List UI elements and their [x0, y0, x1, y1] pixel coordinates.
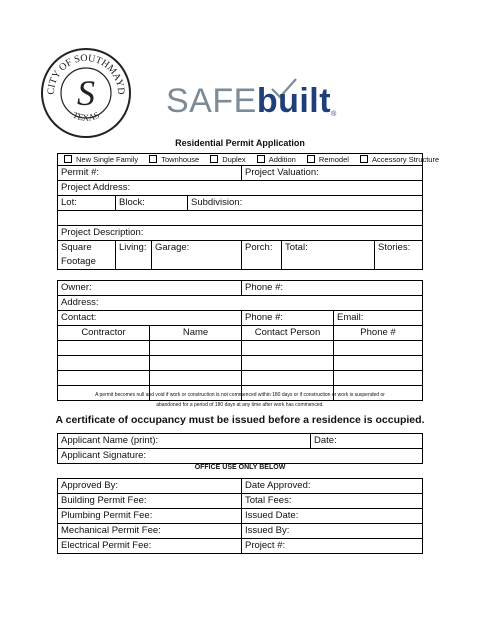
contractor-cell[interactable]	[58, 371, 150, 386]
checkbox-remodel[interactable]: Remodel	[307, 155, 352, 164]
applicant-name-field[interactable]: Applicant Name (print):	[58, 434, 311, 449]
total-fees-field[interactable]: Total Fees:	[242, 494, 423, 509]
disclaimer-line-2: abandoned for a period of 180 days at any time after work has commenced.	[156, 402, 324, 408]
owner-address-field[interactable]: Address:	[58, 296, 423, 311]
city-seal-logo	[40, 47, 132, 139]
building-permit-fee-field[interactable]: Building Permit Fee:	[58, 494, 242, 509]
porch-field[interactable]: Porch:	[242, 241, 282, 270]
phone-cell[interactable]	[334, 371, 423, 386]
name-cell[interactable]	[150, 371, 242, 386]
checkbox-duplex[interactable]: Duplex	[210, 155, 248, 164]
project-description-field[interactable]: Project Description:	[58, 226, 423, 241]
checkbox-new-single-family[interactable]: New Single Family	[64, 155, 141, 164]
contractor-cell[interactable]	[58, 341, 150, 356]
contractor-row	[58, 341, 423, 356]
disclaimer-line-1: A permit becomes null and void if work or construction is not commenced within 180 days or if construction or work is suspended or	[95, 392, 385, 398]
email-field[interactable]: Email:	[334, 311, 423, 326]
plumbing-permit-fee-field[interactable]: Plumbing Permit Fee:	[58, 509, 242, 524]
project-type-row	[58, 154, 440, 166]
name-cell[interactable]	[150, 341, 242, 356]
phone-header: Phone #	[334, 326, 423, 341]
stories-field[interactable]: Stories:	[375, 241, 423, 270]
approved-by-field[interactable]: Approved By:	[58, 479, 242, 494]
contractor-row	[58, 356, 423, 371]
total-field[interactable]: Total:	[282, 241, 375, 270]
safebuilt-logo	[166, 84, 337, 118]
mechanical-permit-fee-field[interactable]: Mechanical Permit Fee:	[58, 524, 242, 539]
office-use-table	[57, 478, 423, 554]
contact-field[interactable]: Contact:	[58, 311, 242, 326]
permit-number-field[interactable]: Permit #:	[58, 166, 242, 181]
date-approved-field[interactable]: Date Approved:	[242, 479, 423, 494]
contact-person-cell[interactable]	[242, 356, 334, 371]
contact-person-header: Contact Person	[242, 326, 334, 341]
office-use-heading: OFFICE USE ONLY BELOW	[194, 464, 286, 471]
project-number-field[interactable]: Project #:	[242, 539, 423, 554]
applicant-date-field[interactable]: Date:	[311, 434, 423, 449]
contractor-cell[interactable]	[58, 356, 150, 371]
square-footage-label: Square Footage	[58, 241, 116, 270]
issued-by-field[interactable]: Issued By:	[242, 524, 423, 539]
lot-field[interactable]: Lot:	[58, 196, 116, 211]
contractor-header: Contractor	[58, 326, 150, 341]
checkbox-accessory-structure[interactable]: Accessory Structure	[360, 155, 442, 164]
checkbox-addition[interactable]: Addition	[257, 155, 299, 164]
name-cell[interactable]	[150, 356, 242, 371]
subdivision-field[interactable]: Subdivision:	[188, 196, 423, 211]
phone-cell[interactable]	[334, 341, 423, 356]
occupancy-notice: A certificate of occupancy must be issued before a residence is occupied.	[55, 414, 425, 426]
electrical-permit-fee-field[interactable]: Electrical Permit Fee:	[58, 539, 242, 554]
contact-phone-field[interactable]: Phone #:	[242, 311, 334, 326]
contact-person-cell[interactable]	[242, 341, 334, 356]
garage-field[interactable]: Garage:	[152, 241, 242, 270]
checkbox-townhouse[interactable]: Townhouse	[149, 155, 202, 164]
applicant-table	[57, 433, 423, 464]
project-valuation-field[interactable]: Project Valuation:	[242, 166, 423, 181]
seal-monogram: S	[77, 73, 95, 113]
seal-top-text: CITY OF SOUTHMAYD	[45, 52, 127, 95]
seal-bottom-text: TEXAS	[71, 109, 101, 123]
project-address-field[interactable]: Project Address:	[58, 181, 423, 196]
phone-cell[interactable]	[334, 356, 423, 371]
owner-table	[57, 280, 423, 401]
issued-date-field[interactable]: Issued Date:	[242, 509, 423, 524]
block-field[interactable]: Block:	[116, 196, 188, 211]
logo-built-text: built	[256, 82, 332, 120]
name-header: Name	[150, 326, 242, 341]
contact-person-cell[interactable]	[242, 371, 334, 386]
owner-field[interactable]: Owner:	[58, 281, 242, 296]
applicant-signature-field[interactable]: Applicant Signature:	[58, 449, 423, 464]
project-table	[57, 153, 440, 270]
form-title: Residential Permit Application	[175, 138, 305, 148]
owner-phone-field[interactable]: Phone #:	[242, 281, 423, 296]
blank-row[interactable]	[58, 211, 423, 226]
logo-safe-text: SAFE	[166, 82, 257, 120]
contractor-row	[58, 371, 423, 386]
living-field[interactable]: Living:	[116, 241, 152, 270]
logo-registered-mark: ®	[331, 111, 337, 118]
